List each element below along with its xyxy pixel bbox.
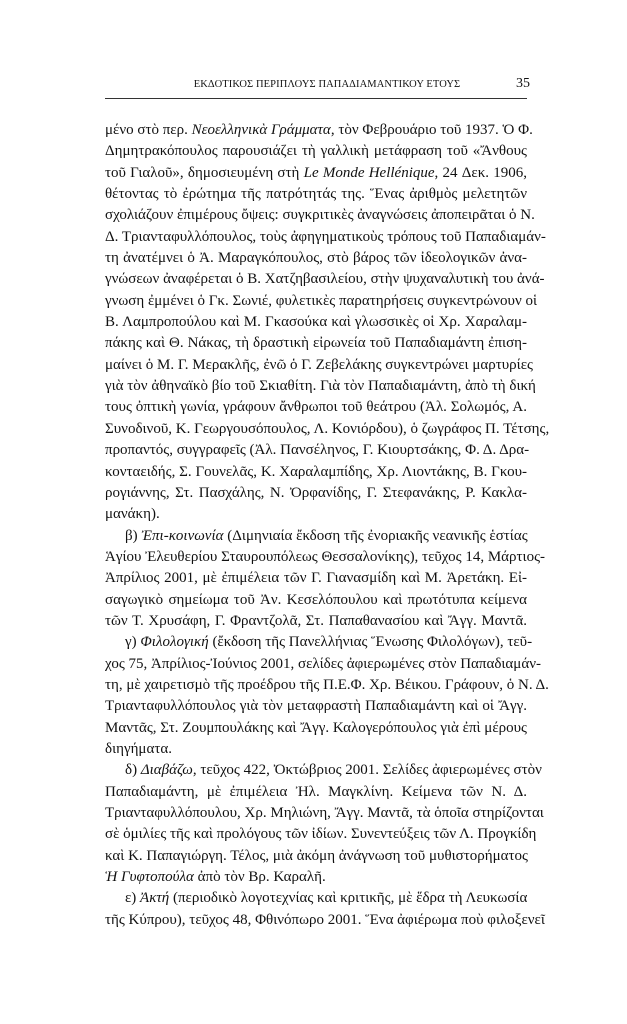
text-line: γνώσεων ἀναφέρεται ὁ Β. Χατζηβασιλείου, στὴν ψυχαναλυτικὴ του ἀνά- xyxy=(105,271,545,288)
text-line: τοῦ Γιαλοῦ», δημοσιευμένη στὴ Le Monde Hellénique, 24 Δεκ. 1906, xyxy=(105,164,527,181)
page-number: 35 xyxy=(516,76,530,91)
text-line: δ) Διαβάζω, τεῦχος 422, Ὀκτώβριος 2001. Σελίδες ἀφιερωμένες στὸν xyxy=(125,762,542,779)
text-line: ρογιάννης, Στ. Πασχάλης, Ν. Ὀρφανίδης, Γ. Στεφανάκης, Ρ. Κακλα- xyxy=(105,484,527,501)
text-line: Δημητρακόπουλος παρουσιάζει τὴ γαλλικὴ μετάφραση τοῦ «Ἄνθους xyxy=(105,143,527,160)
text-line: μανάκη). xyxy=(105,506,160,523)
text-line: Τριανταφυλλόπουλου, Χρ. Μηλιώνη, Ἄγγ. Μαντᾶ, τὰ ὁποῖα στηρίζονται xyxy=(105,805,544,821)
text-line: Παπαδιαμάντη, μὲ ἐπιμέλεια Ἠλ. Μαγκλίνη. Κείμενα τῶν Ν. Δ. xyxy=(105,783,527,800)
text-line: Ἁγίου Ἐλευθερίου Σταυρουπόλεως Θεσσαλονίκης), τεῦχος 14, Μάρτιος- xyxy=(105,548,546,565)
text-line: Β. Λαμπροπούλου καὶ Μ. Γκασούκα καὶ γλωσσικὲς οἱ Χρ. Χαραλαμ- xyxy=(105,314,527,331)
text-line: γ) Φιλολογική (ἔκδοση τῆς Πανελλήνιας Ἕνωσης Φιλολόγων), τεῦ- xyxy=(125,634,533,651)
text-line: κονταειδής, Σ. Γουνελᾶς, Κ. Χαραλαμπίδης, Χρ. Λιοντάκης, Β. Γκου- xyxy=(105,463,527,480)
text-line: τους ὀπτικὴ γωνία, γράφουν ἄνθρωποι τοῦ θεάτρου (Ἀλ. Σολωμός, Α. xyxy=(105,399,527,416)
text-line: πάκης καὶ Θ. Νάκας, τὴ δραστικὴ εἰρωνεία τοῦ Παπαδιαμάντη ἐπιση- xyxy=(105,335,527,352)
text-line: σαγωγικὸ σημείωμα τοῦ Ἀν. Κεσελόπουλου καὶ πρωτότυπα κείμενα xyxy=(105,591,527,608)
text-line: θέτοντας τὸ ἐρώτημα τῆς πατρότητάς της. Ἕνας ἀριθμὸς μελετητῶν xyxy=(105,186,527,203)
text-line: Συνοδινοῦ, Κ. Γεωργουσόπουλος, Λ. Κονιόρδου), ὁ ζωγράφος Π. Τέτσης, xyxy=(105,420,550,437)
text-line: Ἡ Γυφτοπούλα ἀπὸ τὸν Βρ. Καραλῆ. xyxy=(105,869,326,886)
text-line: μένο στὸ περ. Νεοελληνικὰ Γράμματα, τὸν Φεβρουάριο τοῦ 1937. Ὁ Φ. xyxy=(105,122,533,138)
text-line: τη ἀνατέμνει ὁ Ἀ. Μαραγκόπουλος, στὸ βάρος τῶν ἰδεολογικῶν ἀνα- xyxy=(105,250,527,267)
text-line: τῆς Κύπρου), τεῦχος 48, Φθινόπωρο 2001. Ἕνα ἀφιέρωμα ποὺ φιλοξενεῖ xyxy=(105,911,545,928)
text-line: γνωση ἐμμένει ὁ Γκ. Σωνιέ, φυλετικὲς παρατηρήσεις συγκεντρώνουν οἱ xyxy=(105,292,538,309)
text-line: Δ. Τριανταφυλλόπουλος, τοὺς ἀφηγηματικοὺς τρόπους τοῦ Παπαδιαμάν- xyxy=(105,228,546,245)
text-line: διηγήματα. xyxy=(105,740,172,757)
text-line: Ἀπρίλιος 2001, μὲ ἐπιμέλεια τῶν Γ. Γιανασμίδη καὶ Μ. Ἀρετάκη. Εἰ- xyxy=(105,570,527,587)
text-line: χος 75, Ἀπρίλιος-Ἰούνιος 2001, σελίδες ἀφιερωμένες στὸν Παπαδιαμάν- xyxy=(105,655,541,672)
text-line: τη, μὲ χαιρετισμὸ τῆς προέδρου τῆς Π.Ε.Φ. Χρ. Βέικου. Γράφουν, ὁ Ν. Δ. xyxy=(105,676,549,693)
text-line: Μαντᾶς, Στ. Ζουμπουλάκης καὶ Ἄγγ. Καλογερόπουλος γιὰ ἐπὶ μέρους xyxy=(105,719,527,736)
running-title: ΕΚΔΟΤΙΚΟΣ ΠΕΡΙΠΛΟΥΣ ΠΑΠΑΔΙΑΜΑΝΤΙΚΟΥ ΕΤΟΥΣ xyxy=(193,79,461,90)
text-line: προπαντός, συγγραφεῖς (Ἀλ. Πανσέληνος, Γ. Κιουρτσάκης, Φ. Δ. Δρα- xyxy=(105,442,530,459)
text-line: μαίνει ὁ Μ. Γ. Μερακλῆς, ἐνῶ ὁ Γ. Ζεβελάκης συγκεντρώνει μαρτυρίες xyxy=(105,356,533,373)
header-rule xyxy=(105,98,527,99)
text-line: τῶν Τ. Χρυσάφη, Γ. Φραντζολᾶ, Στ. Παπαθανασίου καὶ Ἄγγ. Μαντᾶ. xyxy=(105,612,527,629)
body-text xyxy=(105,120,550,931)
text-line: β) Ἐπι-κοινωνία (Διμηνιαία ἔκδοση τῆς ἐνοριακῆς νεανικῆς ἑστίας xyxy=(125,527,528,544)
text-line: καὶ Κ. Παπαγιώργη. Τέλος, μιὰ ἀκόμη ἀνάγνωση τοῦ μυθιστορήματος xyxy=(105,847,528,864)
text-line: γιὰ τὸν ἀθηναϊκὸ βίο τοῦ Σκιαθίτη. Γιὰ τὸν Παπαδιαμάντη, ἀπὸ τὴ δική xyxy=(105,378,536,395)
text-line: ε) Ἀκτή (περιοδικὸ λογοτεχνίας καὶ κριτικῆς, μὲ ἕδρα τὴ Λευκωσία xyxy=(125,890,528,907)
text-line: σχολιάζουν ἐπιμέρους ὄψεις: συγκριτικὲς ἀναγνώσεις ἀποπειρᾶται ὁ Ν. xyxy=(105,207,535,224)
text-line: σὲ ὁμιλίες τῆς καὶ προλόγους τῶν ἰδίων. Συνεντεύξεις τῶν Λ. Προγκίδη xyxy=(105,826,537,843)
text-line: Τριανταφυλλόπουλος γιὰ τὸν μεταφραστὴ Παπαδιαμάντη καὶ οἱ Ἄγγ. xyxy=(105,698,527,715)
